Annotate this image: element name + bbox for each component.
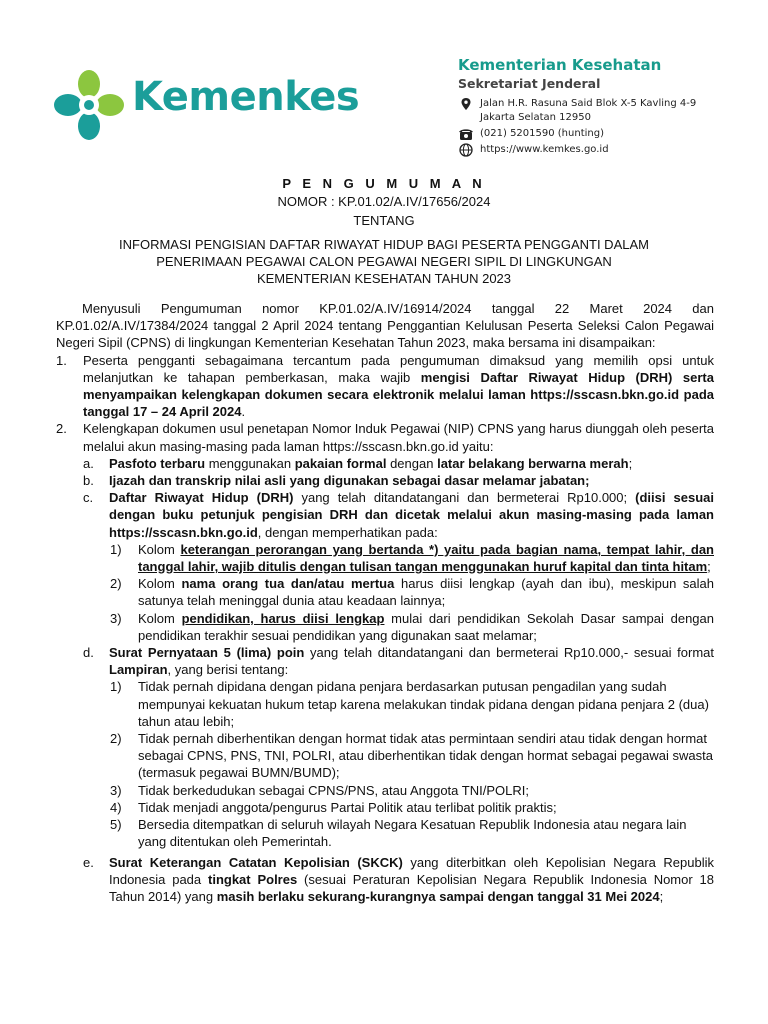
item2c-bold-1: Daftar Riwayat Hidup (DRH) — [109, 490, 294, 506]
list-letter: d. — [83, 645, 94, 661]
subject-line-1: INFORMASI PENGISIAN DAFTAR RIWAYAT HIDUP BAGI PESERTA PENGGANTI DALAM — [119, 237, 649, 252]
list-item-2b — [83, 472, 714, 489]
announcement-heading: P E N G U M U M A N — [282, 176, 486, 191]
org-name: Kementerian Kesehatan — [458, 56, 662, 74]
item2c3-text-2: mulai dari pendidikan Sekolah Dasar sampai dengan pendidikan terakhir sesuai pendidikan yang digunakan saat melamar; — [138, 610, 714, 643]
address-line-2: Jakarta Selatan 12950 — [480, 112, 591, 123]
list-subnumber: 3) — [110, 610, 122, 626]
item2a-bold-1: Pasfoto terbaru — [109, 455, 206, 471]
intro-paragraph: Menyusuli Pengumuman nomor KP.01.02/A.IV/16914/2024 tanggal 22 Maret 2024 dan KP.01.02/A.IV/17384/2024 tanggal 2 April 2024 tentang Penggantian Kelulusan Peserta Seleksi Calon Pegawai Negeri Sipil (CPNS) di lingkungan Kementerian Kesehatan Tahun 2023, maka bersama ini disampaikan: — [56, 301, 714, 351]
announcement-number: NOMOR : KP.01.02/A.IV/17656/2024 — [277, 194, 491, 209]
item2c3-text-1: Kolom — [138, 610, 182, 626]
subject-line-2: PENERIMAAN PEGAWAI CALON PEGAWAI NEGERI SIPIL DI LINGKUNGAN — [156, 254, 612, 269]
item2d-text-2: , yang berisi tentang: — [167, 662, 289, 678]
item2c3-underlined: pendidikan, harus diisi lengkap — [181, 610, 385, 626]
list-item-2d — [83, 644, 714, 678]
website-row — [458, 143, 758, 157]
list-item-2c-2 — [110, 575, 715, 609]
list-item-2d-3 — [110, 782, 714, 799]
website-link[interactable]: https://www.kemkes.go.id — [480, 144, 609, 155]
item2c2-text-1: Kolom — [138, 576, 182, 592]
list-number: 2. — [56, 421, 67, 437]
kemenkes-emblem-icon — [52, 68, 126, 142]
address-line-1: Jalan H.R. Rasuna Said Blok X-5 Kavling 4-9 — [480, 98, 697, 109]
list-subnumber: 2) — [110, 731, 122, 747]
item2e-bold-2: tingkat Polres — [208, 871, 298, 887]
list-subnumber: 1) — [110, 541, 122, 557]
list-item-2a — [83, 455, 714, 472]
item2d4-text: Tidak menjadi anggota/pengurus Partai Politik atau terlibat politik praktis; — [138, 799, 557, 815]
list-item-2d-1 — [110, 678, 714, 730]
item2c1-text-2: ; — [707, 559, 711, 575]
list-item-2d-4 — [110, 799, 714, 816]
item2a-text-3: ; — [628, 455, 633, 471]
item2c2-text-2: harus diisi lengkap (ayah dan ibu), meskipun salah satunya telah meninggal dunia atau keadaan lainnya; — [138, 576, 715, 609]
item2a-text-1: menggunakan — [205, 455, 295, 471]
list-subnumber: 3) — [110, 782, 122, 798]
item2c-text-1: yang telah ditandatangani dan bermeterai Rp10.000; — [293, 490, 636, 506]
item2d-bold-2: Lampiran — [109, 662, 168, 678]
list-letter: c. — [83, 490, 94, 506]
item1-text: Peserta pengganti sebagaimana tercantum pada pengumuman dimaksud yang memilih opsi untuk melanjutkan ke tahapan pemberkasan, maka wajib — [83, 352, 714, 385]
globe-icon — [458, 143, 474, 157]
item2e-bold-3: masih berlaku sekurang-kurangnya sampai dengan tanggal 31 Mei 2024 — [216, 888, 660, 904]
telephone-icon — [458, 127, 474, 141]
list-number: 1. — [56, 352, 67, 368]
announcement-subject — [40, 236, 728, 287]
list-subnumber: 2) — [110, 576, 122, 592]
item2-text: Kelengkapan dokumen usul penetapan Nomor Induk Pegawai (NIP) CPNS yang harus diunggah oleh peserta melalui akun masing-masing pada laman https://sscasn.bkn.go.id yaitu: — [83, 421, 714, 454]
item2d1-text: Tidak pernah dipidana dengan pidana penjara berdasarkan putusan pengadilan yang sudah mempunyai kekuatan hukum tetap karena melakukan tindak pidana dengan pidana penjara 2 (dua) tahun atau lebih; — [138, 679, 709, 729]
list-item-1 — [56, 352, 714, 421]
item2c-bold-2: (diisi sesuai dengan buku petunjuk pengisian DRH dan dicetak melalui akun masing-masing pada laman https://sscasn.bkn.go.id — [109, 490, 714, 540]
item2e-text-3: ; — [659, 888, 664, 904]
list-subnumber: 1) — [110, 679, 122, 695]
item2a-bold-2: pakaian formal — [294, 455, 387, 471]
list-letter: a. — [83, 455, 94, 471]
list-letter: b. — [83, 473, 94, 489]
item2c-text-2: , dengan memperhatikan pada: — [257, 524, 438, 540]
list-item-2c-3 — [110, 610, 714, 644]
item2e-text-2: (sesuai Peraturan Kepolisian Negara Republik Indonesia Nomor 18 Tahun 2014) yang — [109, 871, 715, 904]
item2a-bold-3: latar belakang berwarna merah — [437, 455, 629, 471]
announcement-body — [56, 300, 714, 905]
item2d-text-1: yang telah ditandatangani dan bermeterai Rp10.000,- sesuai format — [304, 645, 714, 661]
list-item-2d-5 — [110, 816, 714, 850]
list-item-2d-2 — [110, 730, 714, 782]
list-subnumber: 5) — [110, 817, 122, 833]
kemenkes-logo — [52, 64, 362, 146]
item2c2-bold: nama orang tua dan/atau mertua — [181, 576, 395, 592]
item1-bold-text: mengisi Daftar Riwayat Hidup (DRH) serta menyampaikan kelengkapan dokumen secara elektronik melalui laman https://sscasn.bkn.go.id pada tanggal 17 – 24 April 2024 — [83, 369, 714, 420]
item1-end: . — [241, 404, 246, 420]
item2d-bold-1: Surat Pernyataan 5 (lima) poin — [109, 645, 305, 661]
list-letter: e. — [83, 854, 94, 870]
tentang-label: TENTANG — [353, 213, 415, 228]
item2e-text-1: yang diterbitkan oleh Kepolisian Negara Republik Indonesia pada — [109, 854, 714, 887]
item2d3-text: Tidak berkedudukan sebagai CPNS/PNS, atau Anggota TNI/POLRI; — [138, 782, 529, 798]
item2d2-text: Tidak pernah diberhentikan dengan hormat tidak atas permintaan sendiri atau tidak dengan hormat sebagai CPNS, PNS, TNI, POLRI, atau diberhentikan tidak dengan hormat sebagai pegawai swasta (termasuk pegawai BUMN/BUMD); — [138, 731, 713, 781]
item2b-bold: Ijazah dan transkrip nilai asli yang digunakan sebagai dasar melamar jabatan; — [109, 473, 590, 489]
letterhead-contact — [458, 56, 758, 157]
phone-row — [458, 127, 758, 141]
location-pin-icon — [458, 97, 474, 111]
list-item-2c-1 — [110, 541, 714, 575]
subject-line-3: KEMENTERIAN KESEHATAN TAHUN 2023 — [256, 271, 512, 286]
list-item-2 — [56, 420, 714, 454]
org-sub-unit: Sekretariat Jenderal — [458, 76, 601, 91]
phone-number: (021) 5201590 (hunting) — [480, 128, 604, 139]
list-item-2c — [83, 489, 714, 541]
item2a-text-2: dengan — [386, 455, 438, 471]
logo-wordmark: Kemenkes — [132, 74, 360, 120]
list-item-2e — [83, 854, 715, 906]
item2d5-text: Bersedia ditempatkan di seluruh wilayah Negara Kesatuan Republik Indonesia atau negara lain yang ditentukan oleh Pemerintah. — [138, 817, 687, 850]
item2e-bold-1: Surat Keterangan Catatan Kepolisian (SKCK) — [109, 854, 403, 870]
item2c1-text-1: Kolom — [138, 541, 181, 557]
list-subnumber: 4) — [110, 799, 122, 815]
item2c1-underlined: keterangan perorangan yang bertanda *) yaitu pada bagian nama, tempat lahir, dan tanggal lahir, wajib ditulis dengan tulisan tangan menggunakan huruf kapital dan tinta hitam — [138, 541, 714, 575]
address-row — [458, 97, 758, 125]
